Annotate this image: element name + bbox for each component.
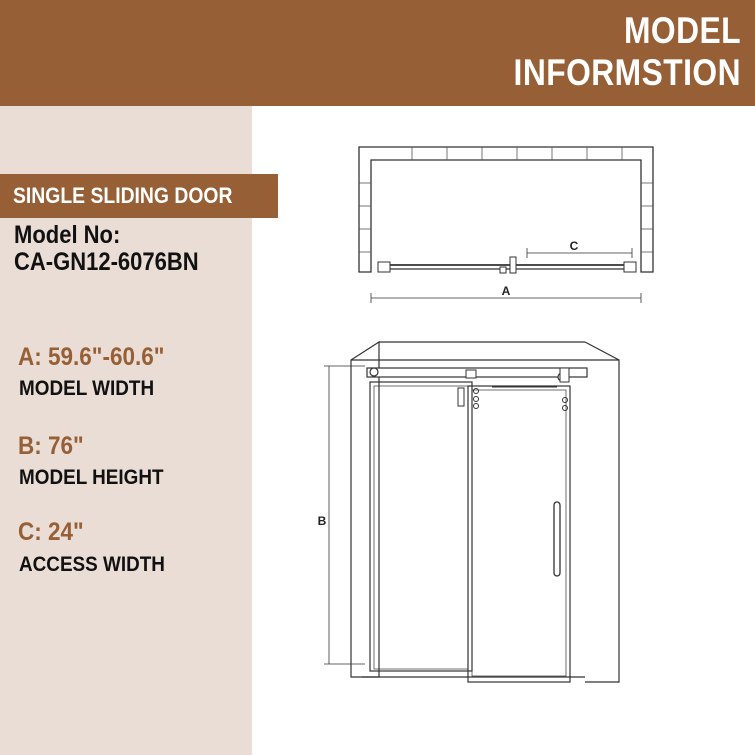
page-title-line-1: MODEL <box>623 10 741 51</box>
front-view-right-wall <box>585 342 619 682</box>
spec-b-caption: MODEL HEIGHT <box>19 466 164 489</box>
top-view-rail <box>378 257 636 273</box>
fixed-glass-inner <box>374 386 468 669</box>
dim-c-label: C <box>569 239 579 253</box>
door-handle <box>554 502 560 576</box>
dim-a-label: A <box>501 284 511 298</box>
sliding-glass-inner <box>472 390 566 676</box>
door-type-label: SINGLE SLIDING DOOR <box>13 183 233 208</box>
page-title-line-2: INFORMSTION <box>513 52 741 93</box>
door-type-banner <box>0 174 278 218</box>
front-view-left-wall <box>351 342 379 677</box>
page-title <box>380 10 741 94</box>
spec-c-caption: ACCESS WIDTH <box>19 553 165 576</box>
header-rail <box>367 368 587 377</box>
dim-b-label: B <box>317 514 327 528</box>
dim-c-arrow <box>527 248 632 258</box>
top-view-drawing <box>359 147 653 303</box>
spec-a-value: A: 59.6"-60.6" <box>18 343 165 371</box>
model-number-value: CA-GN12-6076BN <box>14 248 199 276</box>
spec-a-caption: MODEL WIDTH <box>19 377 155 400</box>
header-banner <box>0 0 755 106</box>
spec-c-value: C: 24" <box>18 518 84 546</box>
shower-door-diagram <box>252 106 755 755</box>
model-number-label: Model No: <box>14 221 121 249</box>
spec-b-value: B: 76" <box>18 432 84 460</box>
front-view-drawing <box>324 342 619 682</box>
rail-end-cap-left <box>370 368 378 376</box>
fixed-glass-panel <box>370 382 472 671</box>
top-view-tiles <box>359 147 653 252</box>
